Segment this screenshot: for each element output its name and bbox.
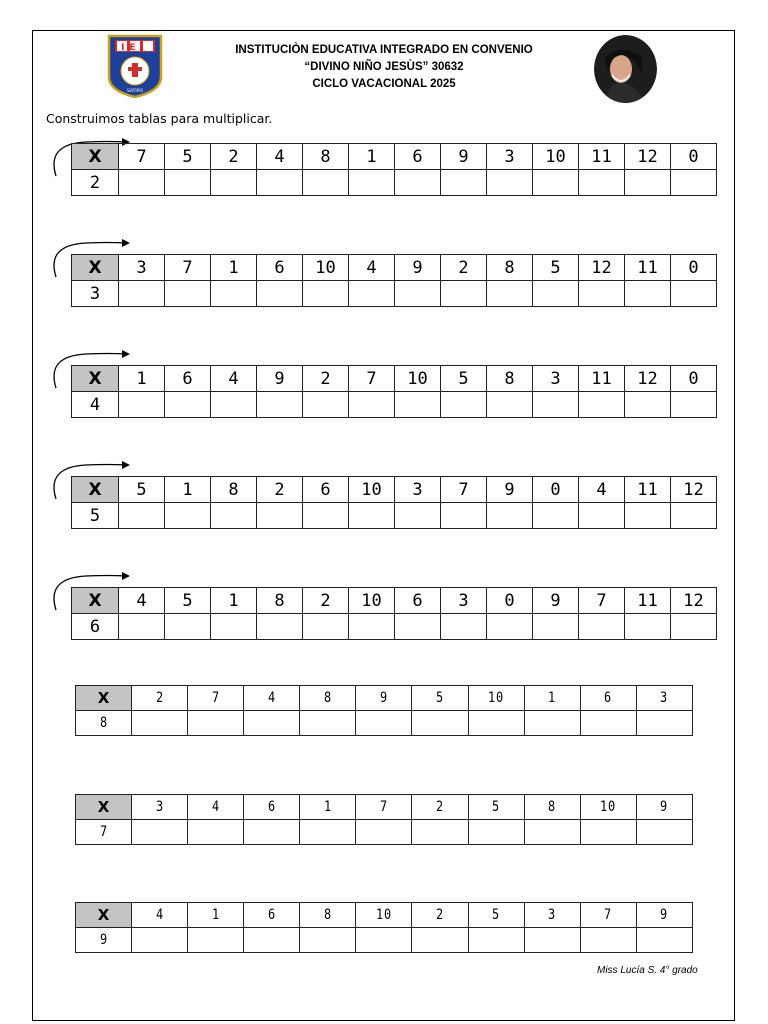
answer-cell[interactable] — [165, 392, 211, 418]
factor-cell: 12 — [671, 588, 717, 614]
factor-cell: 6 — [395, 588, 441, 614]
factor-cell: 6 — [584, 686, 632, 711]
answer-cell[interactable] — [487, 614, 533, 640]
answer-cell[interactable] — [257, 170, 303, 196]
factor-row — [72, 144, 717, 170]
multiply-symbol: X — [72, 477, 119, 503]
answer-cell[interactable] — [625, 281, 671, 307]
factor-cell: 6 — [248, 903, 296, 928]
factor-cell: 4 — [211, 366, 257, 392]
answer-cell[interactable] — [244, 820, 300, 845]
factor-cell: 8 — [257, 588, 303, 614]
answer-cell[interactable] — [257, 614, 303, 640]
factor-cell: 2 — [211, 144, 257, 170]
answer-cell[interactable] — [487, 281, 533, 307]
answer-row — [72, 170, 717, 196]
answer-cell[interactable] — [349, 614, 395, 640]
multiplication-table — [75, 902, 693, 953]
answer-cell[interactable] — [349, 503, 395, 529]
answer-cell[interactable] — [356, 711, 412, 736]
factor-cell: 8 — [528, 795, 576, 820]
factor-cell: 6 — [303, 477, 349, 503]
factor-cell: 10 — [395, 366, 441, 392]
portrait-photo — [594, 35, 657, 103]
factor-cell: 8 — [487, 255, 533, 281]
answer-cell[interactable] — [188, 928, 244, 953]
multiplication-table — [71, 143, 717, 196]
multiply-symbol: X — [76, 903, 132, 928]
answer-cell[interactable] — [303, 614, 349, 640]
answer-cell[interactable] — [165, 170, 211, 196]
multiply-symbol: X — [72, 255, 119, 281]
answer-cell[interactable] — [211, 281, 257, 307]
factor-cell: 1 — [211, 255, 257, 281]
factor-cell: 9 — [487, 477, 533, 503]
answer-cell[interactable] — [395, 281, 441, 307]
factor-cell: 10 — [349, 477, 395, 503]
factor-cell: 0 — [671, 144, 717, 170]
factor-cell: 2 — [441, 255, 487, 281]
answer-cell[interactable] — [188, 820, 244, 845]
answer-cell[interactable] — [580, 928, 636, 953]
answer-cell[interactable] — [579, 392, 625, 418]
answer-cell[interactable] — [487, 503, 533, 529]
factor-cell: 10 — [349, 588, 395, 614]
answer-cell[interactable] — [132, 928, 188, 953]
factor-cell: 1 — [211, 588, 257, 614]
factor-cell: 11 — [579, 366, 625, 392]
answer-cell[interactable] — [580, 711, 636, 736]
answer-cell[interactable] — [349, 170, 395, 196]
answer-cell[interactable] — [625, 503, 671, 529]
answer-row — [76, 711, 693, 736]
answer-cell[interactable] — [671, 170, 717, 196]
factor-cell: 3 — [641, 686, 689, 711]
factor-cell: 0 — [533, 477, 579, 503]
factor-cell: 5 — [165, 588, 211, 614]
multiplier-cell: 6 — [72, 614, 119, 640]
factor-cell: 9 — [257, 366, 303, 392]
answer-cell[interactable] — [349, 281, 395, 307]
answer-cell[interactable] — [211, 614, 257, 640]
answer-cell[interactable] — [412, 711, 468, 736]
answer-cell[interactable] — [625, 170, 671, 196]
answer-cell[interactable] — [636, 711, 692, 736]
answer-row — [72, 281, 717, 307]
multiply-symbol: X — [76, 686, 132, 711]
factor-cell: 2 — [303, 366, 349, 392]
multiplier-cell: 2 — [72, 170, 119, 196]
multiplier-cell: 9 — [80, 928, 128, 953]
factor-cell: 10 — [472, 686, 520, 711]
school-logo — [106, 33, 164, 99]
factor-cell: 5 — [533, 255, 579, 281]
answer-cell[interactable] — [349, 392, 395, 418]
answer-cell[interactable] — [119, 614, 165, 640]
factor-cell: 11 — [625, 588, 671, 614]
answer-cell[interactable] — [441, 392, 487, 418]
factor-row — [72, 366, 717, 392]
multiply-symbol: X — [72, 366, 119, 392]
factor-cell: 4 — [136, 903, 184, 928]
answer-row — [72, 392, 717, 418]
factor-cell: 0 — [671, 255, 717, 281]
answer-cell[interactable] — [211, 503, 257, 529]
answer-cell[interactable] — [300, 820, 356, 845]
factor-cell: 4 — [119, 588, 165, 614]
factor-cell: 3 — [533, 366, 579, 392]
factor-cell: 2 — [416, 795, 464, 820]
answer-cell[interactable] — [487, 170, 533, 196]
factor-cell: 8 — [304, 903, 352, 928]
factor-cell: 8 — [211, 477, 257, 503]
header-institution: INSTITUCIÒN EDUCATIVA INTEGRADO EN CONVENIO — [235, 44, 533, 56]
factor-cell: 7 — [192, 686, 240, 711]
factor-cell: 6 — [248, 795, 296, 820]
logo-town: SATIPO — [126, 89, 144, 94]
answer-cell[interactable] — [119, 281, 165, 307]
answer-cell[interactable] — [671, 281, 717, 307]
factor-cell: 5 — [472, 795, 520, 820]
answer-cell[interactable] — [625, 614, 671, 640]
answer-cell[interactable] — [356, 820, 412, 845]
answer-cell[interactable] — [533, 392, 579, 418]
factor-cell: 7 — [441, 477, 487, 503]
answer-cell[interactable] — [300, 711, 356, 736]
factor-cell: 3 — [487, 144, 533, 170]
multiply-symbol: X — [72, 588, 119, 614]
answer-row — [72, 614, 717, 640]
answer-cell[interactable] — [395, 503, 441, 529]
answer-cell[interactable] — [303, 170, 349, 196]
answer-cell[interactable] — [119, 503, 165, 529]
header-school-name: “DIVINO NIÑO JESÙS” 30632 — [304, 61, 464, 73]
multiplier-cell: 5 — [72, 503, 119, 529]
answer-cell[interactable] — [119, 392, 165, 418]
factor-cell: 0 — [671, 366, 717, 392]
factor-cell: 1 — [192, 903, 240, 928]
factor-cell: 7 — [584, 903, 632, 928]
answer-cell[interactable] — [132, 711, 188, 736]
factor-cell: 5 — [441, 366, 487, 392]
factor-cell: 4 — [248, 686, 296, 711]
multiplication-table — [71, 365, 717, 418]
instruction-text: Construimos tablas para multiplicar. — [46, 111, 273, 126]
answer-cell[interactable] — [165, 281, 211, 307]
answer-cell[interactable] — [132, 820, 188, 845]
factor-cell: 5 — [416, 686, 464, 711]
answer-cell[interactable] — [303, 281, 349, 307]
factor-row — [72, 588, 717, 614]
factor-cell: 12 — [579, 255, 625, 281]
answer-cell[interactable] — [533, 170, 579, 196]
multiplier-cell: 4 — [72, 392, 119, 418]
teacher-signature: Miss Lucía S. 4° grado — [597, 965, 698, 976]
factor-cell: 1 — [349, 144, 395, 170]
factor-cell: 6 — [257, 255, 303, 281]
factor-row — [76, 686, 693, 711]
multiplier-cell: 3 — [72, 281, 119, 307]
factor-cell: 8 — [487, 366, 533, 392]
answer-cell[interactable] — [533, 281, 579, 307]
factor-cell: 12 — [625, 366, 671, 392]
multiplication-table — [71, 254, 717, 307]
document-header — [200, 42, 568, 93]
answer-cell[interactable] — [671, 503, 717, 529]
answer-cell[interactable] — [300, 928, 356, 953]
answer-cell[interactable] — [580, 820, 636, 845]
factor-cell: 0 — [487, 588, 533, 614]
factor-cell: 8 — [304, 686, 352, 711]
factor-cell: 6 — [165, 366, 211, 392]
answer-cell[interactable] — [671, 614, 717, 640]
factor-cell: 11 — [579, 144, 625, 170]
answer-cell[interactable] — [257, 503, 303, 529]
answer-cell[interactable] — [211, 392, 257, 418]
answer-cell[interactable] — [395, 614, 441, 640]
factor-cell: 4 — [579, 477, 625, 503]
factor-cell: 3 — [119, 255, 165, 281]
answer-cell[interactable] — [579, 503, 625, 529]
factor-cell: 2 — [136, 686, 184, 711]
answer-cell[interactable] — [441, 614, 487, 640]
multiplier-cell: 8 — [80, 711, 128, 736]
answer-cell[interactable] — [412, 928, 468, 953]
factor-cell: 8 — [303, 144, 349, 170]
factor-cell: 12 — [625, 144, 671, 170]
answer-cell[interactable] — [579, 170, 625, 196]
factor-cell: 1 — [528, 686, 576, 711]
answer-cell[interactable] — [257, 281, 303, 307]
answer-cell[interactable] — [303, 503, 349, 529]
factor-cell: 7 — [349, 366, 395, 392]
answer-row — [72, 503, 717, 529]
multiplier-cell: 7 — [80, 820, 128, 845]
factor-cell: 3 — [441, 588, 487, 614]
factor-cell: 11 — [625, 477, 671, 503]
factor-cell: 3 — [395, 477, 441, 503]
answer-cell[interactable] — [441, 503, 487, 529]
answer-cell[interactable] — [625, 392, 671, 418]
factor-cell: 10 — [584, 795, 632, 820]
factor-cell: 9 — [441, 144, 487, 170]
answer-cell[interactable] — [524, 820, 580, 845]
factor-cell: 7 — [360, 795, 408, 820]
factor-cell: 9 — [360, 686, 408, 711]
factor-cell: 6 — [395, 144, 441, 170]
answer-row — [76, 928, 693, 953]
multiplication-table — [75, 794, 693, 845]
answer-cell[interactable] — [468, 928, 524, 953]
answer-cell[interactable] — [257, 392, 303, 418]
factor-cell: 12 — [671, 477, 717, 503]
factor-cell: 10 — [533, 144, 579, 170]
answer-cell[interactable] — [441, 281, 487, 307]
factor-cell: 4 — [257, 144, 303, 170]
answer-cell[interactable] — [303, 392, 349, 418]
answer-cell[interactable] — [441, 170, 487, 196]
factor-cell: 5 — [119, 477, 165, 503]
factor-cell: 7 — [119, 144, 165, 170]
multiply-symbol: X — [76, 795, 132, 820]
answer-cell[interactable] — [636, 820, 692, 845]
answer-cell[interactable] — [533, 614, 579, 640]
factor-cell: 4 — [349, 255, 395, 281]
answer-cell[interactable] — [636, 928, 692, 953]
answer-cell[interactable] — [244, 928, 300, 953]
factor-cell: 2 — [416, 903, 464, 928]
factor-cell: 11 — [625, 255, 671, 281]
answer-cell[interactable] — [165, 503, 211, 529]
answer-cell[interactable] — [487, 392, 533, 418]
answer-cell[interactable] — [119, 170, 165, 196]
factor-cell: 5 — [472, 903, 520, 928]
factor-cell: 10 — [360, 903, 408, 928]
answer-cell[interactable] — [412, 820, 468, 845]
answer-cell[interactable] — [395, 170, 441, 196]
factor-cell: 3 — [528, 903, 576, 928]
answer-cell[interactable] — [671, 392, 717, 418]
multiplication-table — [71, 476, 717, 529]
answer-cell[interactable] — [524, 928, 580, 953]
answer-cell[interactable] — [468, 711, 524, 736]
factor-cell: 10 — [303, 255, 349, 281]
factor-cell: 1 — [304, 795, 352, 820]
answer-cell[interactable] — [211, 170, 257, 196]
answer-cell[interactable] — [244, 711, 300, 736]
factor-row — [76, 903, 693, 928]
factor-cell: 9 — [533, 588, 579, 614]
factor-cell: 9 — [641, 795, 689, 820]
factor-row — [72, 477, 717, 503]
answer-cell[interactable] — [533, 503, 579, 529]
factor-cell: 1 — [165, 477, 211, 503]
factor-cell: 1 — [119, 366, 165, 392]
logo-letters: IEI — [121, 43, 149, 53]
factor-cell: 9 — [395, 255, 441, 281]
factor-cell: 7 — [165, 255, 211, 281]
factor-cell: 7 — [579, 588, 625, 614]
factor-cell: 3 — [136, 795, 184, 820]
factor-row — [76, 795, 693, 820]
answer-cell[interactable] — [188, 711, 244, 736]
factor-cell: 9 — [641, 903, 689, 928]
factor-cell: 2 — [303, 588, 349, 614]
answer-cell[interactable] — [524, 711, 580, 736]
factor-cell: 5 — [165, 144, 211, 170]
answer-cell[interactable] — [356, 928, 412, 953]
factor-cell: 4 — [192, 795, 240, 820]
factor-cell: 2 — [257, 477, 303, 503]
answer-cell[interactable] — [468, 820, 524, 845]
answer-cell[interactable] — [579, 281, 625, 307]
multiplication-table — [71, 587, 717, 640]
answer-cell[interactable] — [395, 392, 441, 418]
multiplication-table — [75, 685, 693, 736]
multiply-symbol: X — [72, 144, 119, 170]
answer-cell[interactable] — [165, 614, 211, 640]
answer-cell[interactable] — [579, 614, 625, 640]
header-program: CICLO VACACIONAL 2025 — [312, 78, 456, 90]
factor-row — [72, 255, 717, 281]
answer-row — [76, 820, 693, 845]
